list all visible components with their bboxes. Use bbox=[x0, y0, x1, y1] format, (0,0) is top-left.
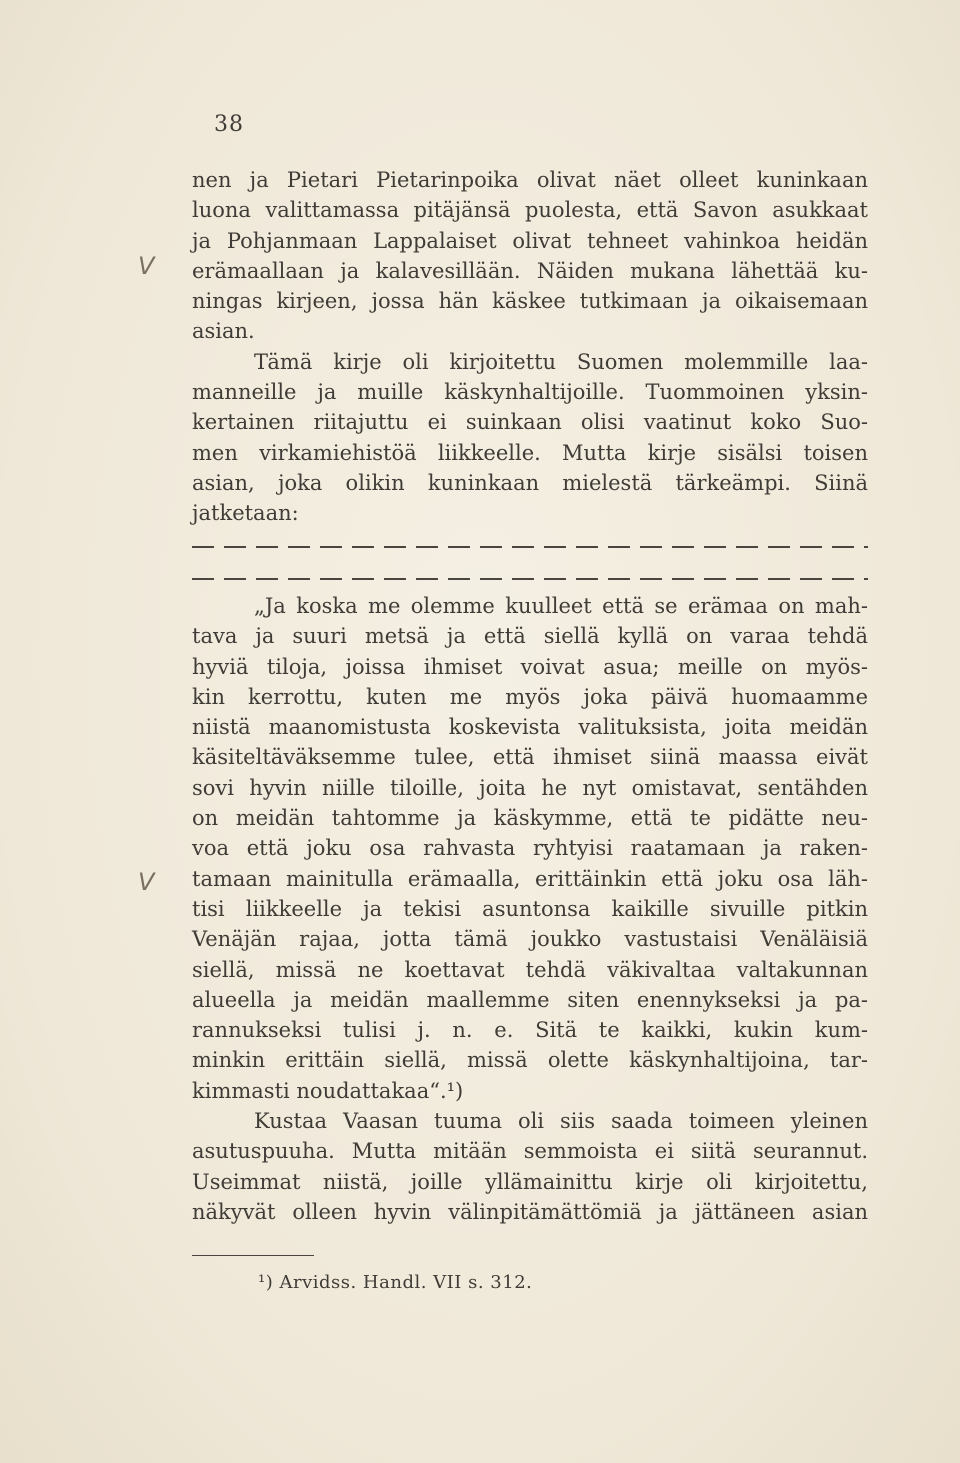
text-line: niistä maanomistusta koskevista valituksista, joita meidän bbox=[192, 715, 868, 740]
text-line: asian, joka olikin kuninkaan mielestä tärkeämpi. Siinä bbox=[192, 470, 868, 495]
text-line: alueella ja meidän maallemme siten enennykseksi ja pa- bbox=[192, 987, 868, 1012]
text-line: kin kerrottu, kuten me myös joka päivä huomaamme bbox=[192, 684, 868, 709]
text-line: näkyvät olleen hyvin välinpitämättömiä ja jättäneen asian bbox=[192, 1199, 868, 1224]
margin-check-mark: V bbox=[138, 868, 155, 896]
text-line: tisi liikkeelle ja tekisi asuntonsa kaikille sivuille pitkin bbox=[192, 896, 868, 921]
text-line: ningas kirjeen, jossa hän käskee tutkimaan ja oikaisemaan bbox=[192, 289, 868, 314]
text-line: rannukseksi tulisi j. n. e. Sitä te kaikki, kukin kum- bbox=[192, 1018, 868, 1043]
text-line: asian. bbox=[192, 319, 255, 344]
ellipsis-dash-line bbox=[192, 546, 868, 548]
text-line: kertainen riitajuttu ei suinkaan olisi vaatinut koko Suo- bbox=[192, 410, 868, 435]
ellipsis-dash-line bbox=[192, 578, 868, 580]
text-line: minkin erittäin siellä, missä olette käskynhaltijoina, tar- bbox=[192, 1048, 868, 1073]
footnote-rule bbox=[192, 1255, 314, 1256]
text-line: luona valittamassa pitäjänsä puolesta, että Savon asukkaat bbox=[192, 198, 868, 223]
page-number: 38 bbox=[214, 112, 244, 137]
text-line: erämaallaan ja kalavesillään. Näiden mukana lähettää ku- bbox=[192, 258, 868, 283]
text-line: kimmasti noudattakaa“.¹) bbox=[192, 1078, 464, 1103]
margin-check-mark: V bbox=[138, 252, 155, 280]
text-line: Tämä kirje oli kirjoitettu Suomen molemmille laa- bbox=[254, 349, 868, 374]
text-line: siellä, missä ne koettavat tehdä väkivaltaa valtakunnan bbox=[192, 957, 868, 982]
text-line: jatketaan: bbox=[192, 501, 299, 526]
text-line: Useimmat niistä, joille yllämainittu kirje oli kirjoitettu, bbox=[192, 1169, 868, 1194]
text-line: tamaan mainitulla erämaalla, erittäinkin että joku osa läh- bbox=[192, 866, 868, 891]
text-line: men virkamiehistöä liikkeelle. Mutta kirje sisälsi toisen bbox=[192, 440, 868, 465]
text-line: „Ja koska me olemme kuulleet että se erämaa on mah- bbox=[254, 594, 868, 618]
body-text-quote bbox=[192, 591, 868, 1227]
text-line: ja Pohjanmaan Lappalaiset olivat tehneet vahinkoa heidän bbox=[192, 228, 868, 253]
text-line: sovi hyvin niille tiloille, joita he nyt omistavat, sentähden bbox=[192, 775, 868, 800]
body-text-upper bbox=[192, 165, 868, 529]
footnote: ¹) Arvidss. Handl. VII s. 312. bbox=[258, 1272, 533, 1293]
text-line: on meidän tahtomme ja käskymme, että te pidätte neu- bbox=[192, 806, 868, 831]
text-line: hyviä tiloja, joissa ihmiset voivat asua; meille on myös- bbox=[192, 654, 868, 679]
text-line: manneille ja muille käskynhaltijoille. Tuommoinen yksin- bbox=[192, 380, 868, 405]
text-line: käsiteltäväksemme tulee, että ihmiset siinä maassa eivät bbox=[192, 745, 868, 770]
text-line: nen ja Pietari Pietarinpoika olivat näet olleet kuninkaan bbox=[192, 168, 868, 192]
text-line: Kustaa Vaasan tuuma oli siis saada toimeen yleinen bbox=[254, 1109, 868, 1134]
text-line: voa että joku osa rahvasta ryhtyisi raatamaan ja raken- bbox=[192, 836, 868, 861]
text-line: tava ja suuri metsä ja että siellä kyllä on varaa tehdä bbox=[192, 624, 868, 649]
text-line: asutuspuuha. Mutta mitään semmoista ei siitä seurannut. bbox=[192, 1139, 868, 1164]
text-line: Venäjän rajaa, jotta tämä joukko vastustaisi Venäläisiä bbox=[192, 927, 868, 952]
